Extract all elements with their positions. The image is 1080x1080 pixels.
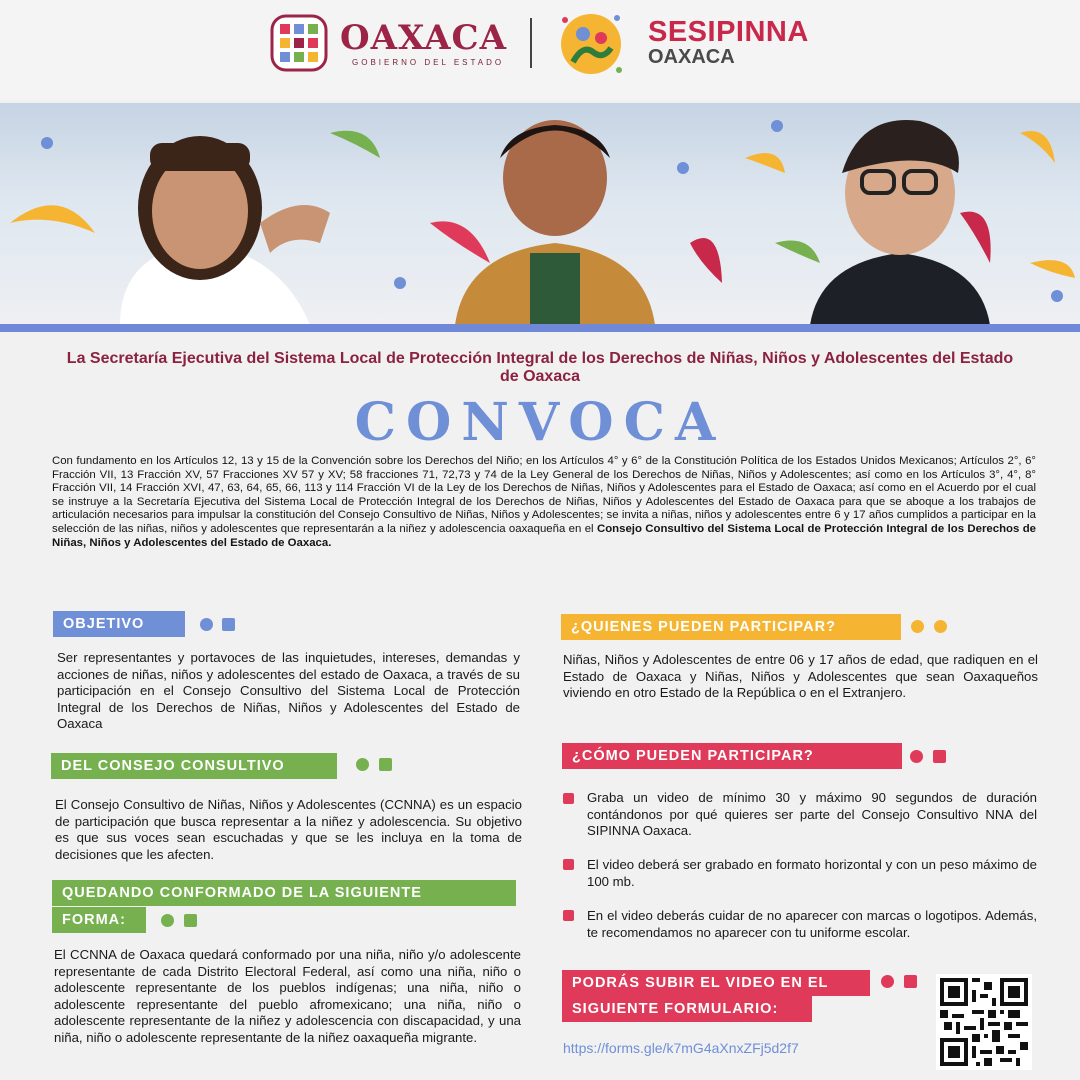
bullet-marker [563, 793, 574, 804]
brand-oaxaca: OAXACA [340, 18, 507, 58]
quienes-text: Niñas, Niños y Adolescentes de entre 06 y 17 años de edad, que radiquen en el Estado de Oaxaca y Niñas, Niños y Adolescentes que sean Oaxaqueños viviendo en otro Estado de la República o en el Extranjero. [563, 652, 1038, 701]
objetivo-label: OBJETIVO [53, 611, 185, 637]
decor-dot [934, 620, 947, 633]
decor-dot [910, 750, 923, 763]
hero-banner [0, 103, 1080, 325]
brand-sesipinna: SESIPINNA [648, 16, 809, 48]
decor-square [184, 914, 197, 927]
header [0, 0, 1080, 100]
decor-square [222, 618, 235, 631]
organization-title: La Secretaría Ejecutiva del Sistema Local de Protección Integral de los Derechos de Niñas, Niños y Adolescentes del Estado de Oaxaca [66, 350, 1014, 385]
decor-square [904, 975, 917, 988]
intro-bold-text: Consejo Consultivo del Sistema Local de Protección Integral de los Derechos de Niñas, Niños y Adolescentes del Estado de Oaxaca. [52, 522, 1037, 549]
convoca-heading: CONVOCA [354, 392, 726, 453]
formulario-label: PODRÁS SUBIR EL VIDEO EN EL [562, 970, 870, 996]
consejo-text: El Consejo Consultivo de Niñas, Niños y Adolescentes (CCNNA) es un espacio de participación que busca representar a la niñez y adolescencia. Su objetivo es que sus voces sean escuchadas y que se les incluya en la toma de decisiones que les afecten. [55, 797, 522, 862]
hero-bottom-band [0, 324, 1080, 332]
formulario-label-line2: SIGUIENTE FORMULARIO: [562, 996, 812, 1022]
decor-dot [161, 914, 174, 927]
sesipinna-logo-icon [555, 8, 627, 80]
decor-dot [911, 620, 924, 633]
header-divider [530, 18, 532, 68]
qr-code-icon[interactable] [936, 974, 1032, 1070]
bullet-marker [563, 910, 574, 921]
decor-dot [200, 618, 213, 631]
brand-sesipinna-oaxaca: OAXACA [648, 46, 735, 68]
como-label: ¿CÓMO PUEDEN PARTICIPAR? [562, 743, 902, 769]
intro-paragraph [52, 455, 1036, 550]
objetivo-text: Ser representantes y portavoces de las inquietudes, intereses, demandas y acciones de niñas, niños y adolescentes del estado de Oaxaca, a través de su participación en el Consejo Consultivo del Sistema Local de Protección Integral de los Derechos de Niñas, Niños y Adolescentes del Estado de Oaxaca [57, 650, 520, 732]
conformado-label-line2: FORMA: [52, 907, 146, 933]
decor-square [379, 758, 392, 771]
brand-oaxaca-subtitle: GOBIERNO DEL ESTADO [352, 58, 505, 67]
oaxaca-emblem-icon [270, 14, 328, 72]
decor-dot [356, 758, 369, 771]
quienes-label: ¿QUIENES PUEDEN PARTICIPAR? [561, 614, 901, 640]
como-bullet-3: En el video deberás cuidar de no aparecer con marcas o logotipos. Además, te recomendamos no aparecer con tu uniforme escolar. [587, 908, 1037, 940]
form-link[interactable]: https://forms.gle/k7mG4aXnxZFj5d2f7 [563, 1040, 799, 1056]
conformado-label: QUEDANDO CONFORMADO DE LA SIGUIENTE [52, 880, 516, 906]
decor-square [933, 750, 946, 763]
como-bullet-2: El video deberá ser grabado en formato horizontal y con un peso máximo de 100 mb. [587, 857, 1037, 889]
decor-dot [881, 975, 894, 988]
conformado-text: El CCNNA de Oaxaca quedará conformado por una niña, niño y/o adolescente representante de cada Distrito Electoral Federal, así como una niña, niño o adolescente representante de los pueblos indígenas; una niña, niño o adolescente representante del pueblo afromexicano; una niña, niño o adolescente representante de la niñez y adolescencia con discapacidad, y una niña, niño o adolescente representante de la niñez oaxaqueña migrante. [54, 947, 521, 1045]
intro-text: Con fundamento en los Artículos 12, 13 y 15 de la Convención sobre los Derechos del Niño; en los Artículos 4° y 6° de la Constitución Política de los Estados Unidos Mexicanos; Artículos 2°, 6° Fracción VII, 13 Fracción XV, 57 Fracciones XV 57 y XV; 58 fracciones 71, 72,73 y 74 de la Ley General de los Derechos de Niñas, Niños y Adolescentes; así como en los Artículos 3°, 4°, 8° Fracción VII, 14 Fracción XVI, 47, 63, 64, 65, 66, 113 y 114 Fracción VI de la Ley de los Derechos de Niñas, Niños y Adolescentes para el Estado de Oaxaca; así como en el Acuerdo por el cual se instruye a la Secretaría Ejecutiva del Sistema Local de Protección Integral de los Derechos de Niñas, Niños y Adolescentes del Estado de Oaxaca para que se aboque a los trabajos de articulación necesarios para impulsar la constitución del Consejo Consultivo de Niñas, Niños y Adolescentes; se invita a niñas, niños y adolescentes entre 6 y 17 años cumplidos a participar en la selección de las niñas, niños y adolescentes que representarán a la niñez y adolescencia oaxaqueña en el [52, 455, 1036, 535]
como-bullet-1: Graba un video de mínimo 30 y máximo 90 segundos de duración contándonos por qué quieres ser parte del Consejo Consultivo NNA del SIPINNA Oaxaca. [587, 790, 1037, 839]
consejo-label: DEL CONSEJO CONSULTIVO [51, 753, 337, 779]
bullet-marker [563, 859, 574, 870]
hero-children-illustration [0, 103, 1080, 325]
